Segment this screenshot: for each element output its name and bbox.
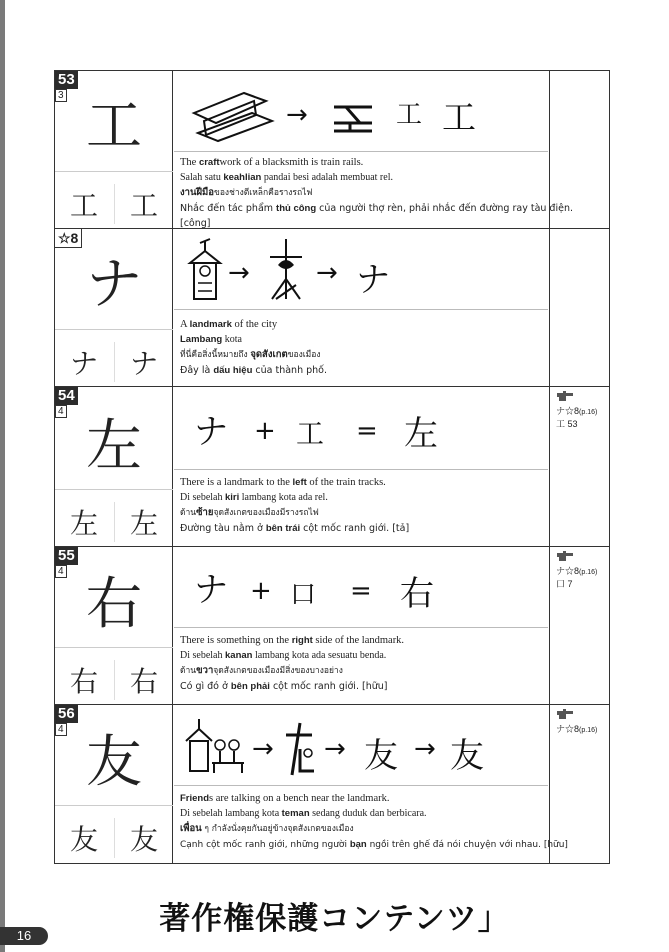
sample-area (55, 805, 173, 864)
reference-item: 口 7 (556, 579, 573, 589)
arrow-2: → (316, 258, 338, 288)
reference-column (549, 705, 609, 863)
kanji-column (55, 547, 173, 704)
english-line: There is a landmark to the left of the train tracks. (180, 477, 386, 488)
english-line: Friends are talking on a bench near the landmark. (180, 793, 390, 804)
sample-kanji-1: ナ (69, 347, 98, 380)
reference-item: 工 53 (556, 419, 578, 429)
sample-area (55, 489, 173, 548)
component-1: ナ (194, 412, 228, 452)
equals-sign: = (356, 416, 378, 446)
kanji-column (55, 387, 173, 546)
page-edge (0, 0, 5, 952)
arrow-1: → (228, 258, 250, 288)
vietnamese-line: Nhắc đến tác phẩm thủ công của người thợ rèn, phải nhắc đến đường ray tàu điện. (180, 203, 573, 214)
sample-kanji-1: 工 (69, 189, 98, 222)
pointing-hand-icon (556, 708, 574, 720)
explanation-texts (180, 633, 545, 694)
clock-tower-illustration (190, 239, 220, 299)
component-2: 工 (296, 417, 325, 450)
entry-number: 56 (55, 705, 78, 723)
sample-kanji-1: 左 (69, 507, 98, 540)
sample-kanji-2: 右 (114, 660, 173, 700)
reference-column (549, 229, 609, 386)
main-kanji: ナ (86, 252, 142, 317)
arrow-1: → (286, 100, 308, 130)
stroke-count: 4 (55, 723, 67, 736)
plus-sign: + (254, 416, 276, 446)
indonesian-line: Di sebelah lambang kota teman sedang duduk dan berbicara. (180, 808, 427, 819)
vietnamese-line: Cạnh cột mốc ranh giới, những người bạn ngồi trên ghế đá nói chuyện với nhau. [hữu] (180, 839, 568, 850)
sample-kanji-2: 友 (114, 818, 173, 858)
vietnamese-line: Có gì đó ở bên phải cột mốc ranh giới. [hữu] (180, 681, 388, 692)
indonesian-line: Di sebelah kiri lambang kota ada rel. (180, 492, 328, 503)
kanji-entry-56 (55, 705, 609, 863)
kanji-entry-53 (55, 71, 609, 229)
sample-kanji-1: 友 (69, 823, 98, 856)
sample-area (55, 329, 173, 388)
intermediate-glyph: 友 (364, 736, 398, 776)
entry-number: ☆8 (55, 229, 82, 248)
sample-kanji-2: ナ (114, 342, 173, 382)
explanation-texts (180, 791, 568, 853)
equals-sign: = (350, 576, 372, 606)
component-2: 口 (290, 580, 317, 610)
explanation-texts (180, 155, 573, 231)
result-glyph: 右 (400, 574, 434, 614)
main-kanji: 右 (86, 572, 142, 637)
rail-shape-illustration (334, 107, 372, 131)
reference-item: ナ☆8(p.16) (556, 724, 598, 734)
sino-viet-reading: [công] (180, 218, 211, 229)
component-1: ナ (194, 570, 228, 610)
main-kanji: 工 (86, 94, 142, 159)
entry-number: 54 (55, 387, 78, 405)
entry-number: 55 (55, 547, 78, 565)
plus-sign: + (250, 576, 272, 606)
sample-area (55, 171, 173, 230)
result-glyph: 左 (404, 414, 438, 454)
reference-item: ナ☆8(p.16) (556, 566, 598, 576)
indonesian-line: Di sebelah kanan lambang kota ada sesuatu benda. (180, 650, 387, 661)
main-kanji: 左 (86, 414, 142, 479)
entry-number: 53 (55, 71, 78, 89)
rail-anvil-illustration (194, 93, 272, 141)
reference-column (549, 387, 609, 546)
explanation-texts (180, 317, 545, 378)
kanji-sheet (54, 70, 610, 864)
kanji-column (55, 705, 173, 863)
stroke-count: 4 (55, 565, 67, 578)
pointing-hand-icon (556, 550, 574, 562)
sample-kanji-1: 右 (69, 665, 98, 698)
stroke-count: 4 (55, 405, 67, 418)
weathervane-illustration (270, 239, 302, 299)
stroke-count: 3 (55, 89, 67, 102)
thai-line: ด้านซ้ายจุดสังเกตของเมืองมีรางรถไฟ (180, 507, 319, 518)
arrow-2: → (324, 734, 346, 764)
kanji-entry-55 (55, 547, 609, 705)
pointing-hand-icon (556, 390, 574, 402)
vietnamese-line: Đường tàu nằm ở bên trái cột mốc ranh giới. [tả] (180, 523, 410, 534)
reference-column (549, 71, 609, 228)
result-glyph: ナ (356, 260, 390, 300)
watermark-text: 著作権保護コンテンツ」 (159, 901, 510, 937)
illustration-equation (174, 705, 548, 786)
reference-item: ナ☆8(p.16) (556, 406, 598, 416)
page-number: 16 (0, 927, 48, 945)
result-glyph: 友 (450, 736, 484, 776)
thai-line: ที่นี่คือสิ่งนี้หมายถึง จุดสังเกตของเมือง (180, 349, 321, 360)
illustration-equation (174, 547, 548, 628)
illustration-equation (174, 387, 548, 470)
english-line: The craftwork of a blacksmith is train rails. (180, 157, 364, 168)
illustration-equation (174, 229, 548, 310)
thai-line: งานฝีมือของช่างตีเหล็กคือรางรถไฟ (180, 187, 313, 198)
explanation-texts (180, 475, 545, 536)
kanji-entry-star8 (55, 229, 609, 387)
arrow-2: 工 (396, 100, 423, 130)
main-kanji: 友 (86, 730, 142, 795)
english-line: There is something on the right side of the landmark. (180, 635, 405, 646)
thai-line: เพื่อน ๆ กำลังนั่งคุยกันอยู่ข้างจุดสังเกตของเมือง (180, 823, 354, 834)
indonesian-line: Lambang kota (180, 334, 242, 345)
friends-simplified-illustration (286, 723, 314, 775)
result-glyph-1: 工 (442, 98, 476, 138)
kanji-column (55, 229, 173, 386)
vietnamese-line: Đây là dấu hiệu của thành phố. (180, 365, 327, 376)
arrow-3: → (414, 734, 436, 764)
sample-kanji-2: 工 (114, 184, 173, 224)
indonesian-line: Salah satu keahlian pandai besi adalah membuat rel. (180, 172, 393, 183)
arrow-1: → (252, 734, 274, 764)
illustration-equation (174, 71, 548, 152)
thai-line: ด้านขวาจุดสังเกตของเมืองมีสิ่งของบางอย่าง (180, 665, 343, 676)
friends-bench-illustration (186, 719, 244, 773)
kanji-entry-54 (55, 387, 609, 547)
reference-column (549, 547, 609, 704)
sample-kanji-2: 左 (114, 502, 173, 542)
english-line: A landmark of the city (180, 319, 278, 330)
sample-area (55, 647, 173, 706)
kanji-column (55, 71, 173, 228)
